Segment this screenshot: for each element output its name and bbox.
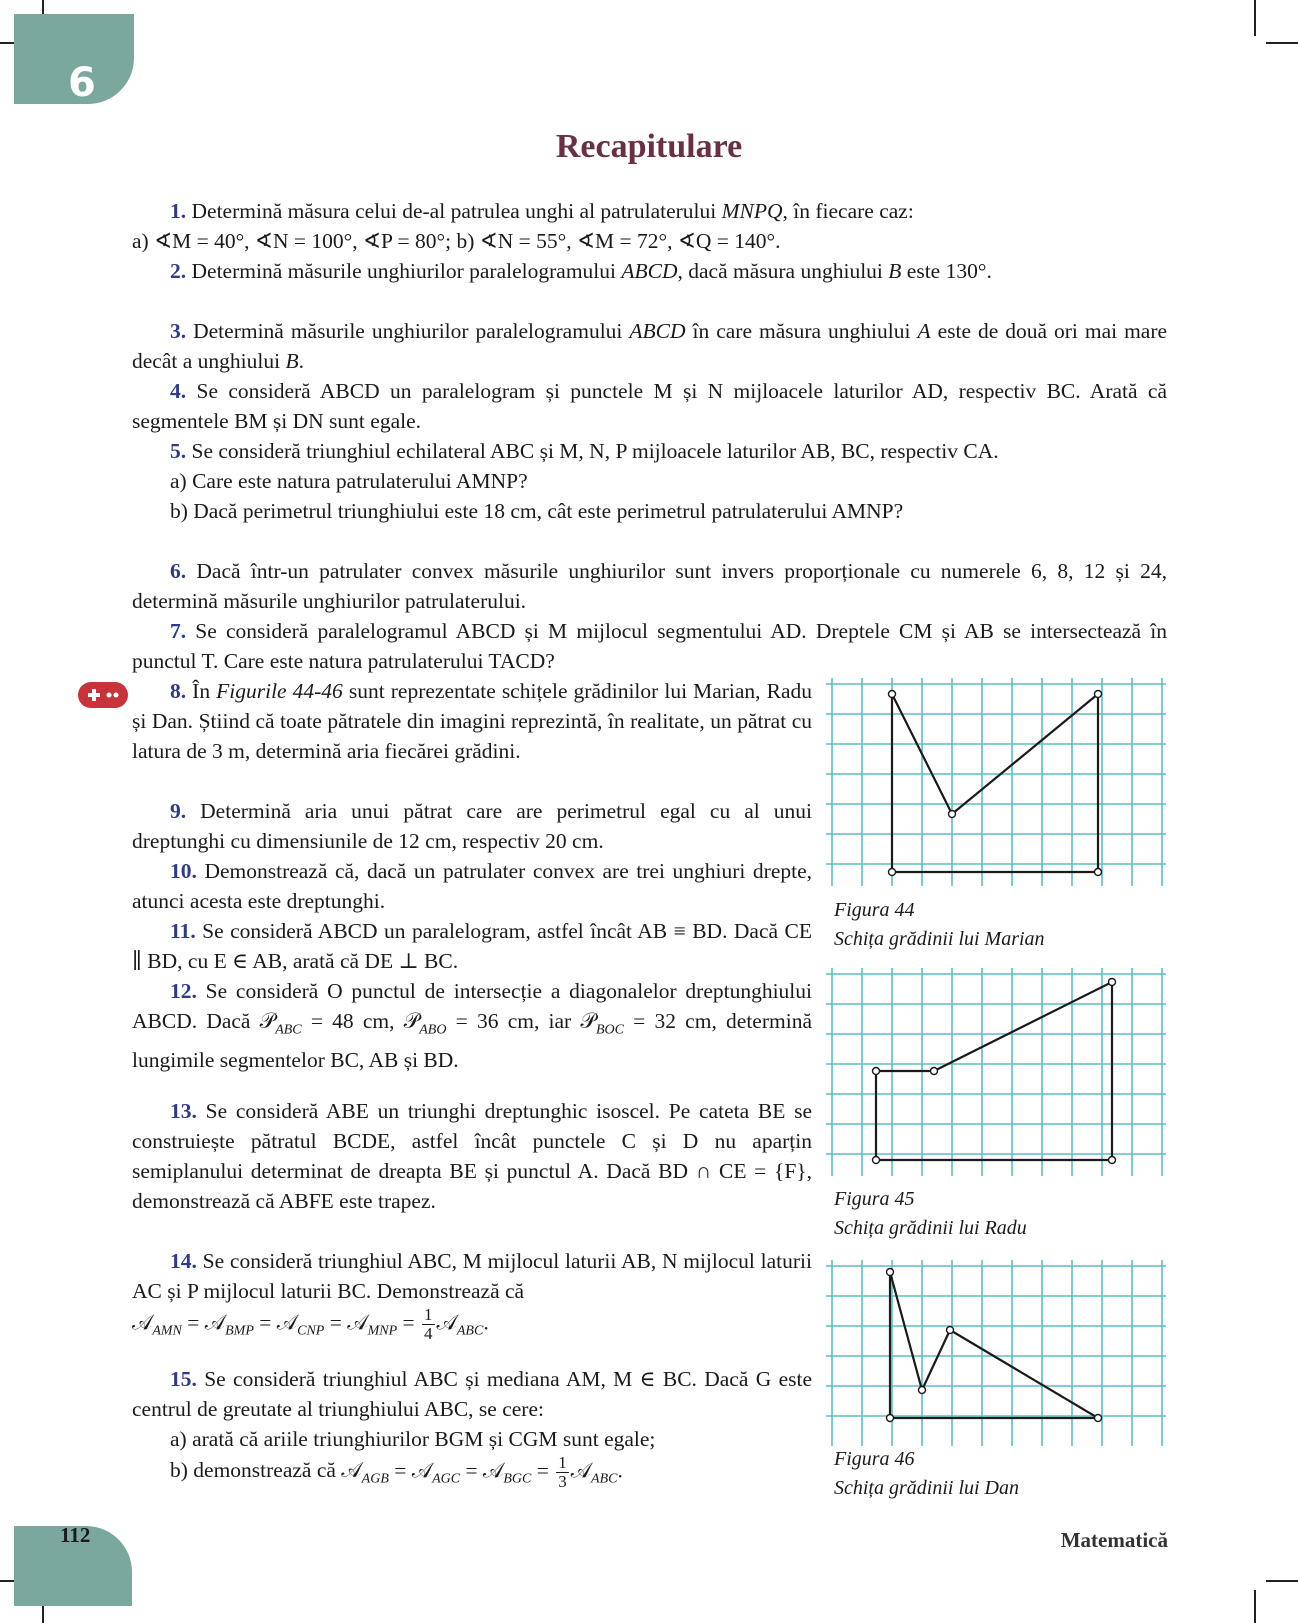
- vertex: [931, 1068, 938, 1075]
- problem-5: 5. Se consideră triunghiul echilateral ABC și M, N, P mijloacele laturilor AB, BC, respectiv CA. a) Care este natura patrulaterului AMNP? b) Dacă perimetrul triunghiului este 18 cm, cât este perimetrul patrulaterului AMNP?: [170, 439, 999, 523]
- crop-mark: [1254, 1590, 1256, 1623]
- figure-44-caption: Figura 44 Schița grădinii lui Marian: [834, 899, 1045, 950]
- vertex: [889, 691, 896, 698]
- vertex: [949, 811, 956, 818]
- problem-4: 4. Se consideră ABCD un paralelogram și punctele M și N mijloacele laturilor AD, respectiv BC. Arată că segmentele BM și DN sunt egale.: [132, 379, 1167, 433]
- problem-2: 2. Determină măsurile unghiurilor paralelogramului ABCD, dacă măsura unghiului B este 130°.: [170, 259, 992, 283]
- problem-14: 14. Se consideră triunghiul ABC, M mijlocul laturii AB, N mijlocul laturii AC și P mijlocul laturii BC. Demonstrează că 𝒜$_{AMN}$ = 𝒜$_{BMP}$ = 𝒜$_{CNP}$ = 𝒜$_{MNP}$ = $\frac{1}{4}$ 𝒜$_{ABC}$.: [132, 1249, 812, 1343]
- figure-45-diagram: [826, 968, 1166, 1176]
- vertex: [1095, 691, 1102, 698]
- vertex: [1109, 1157, 1116, 1164]
- crop-mark: [1266, 42, 1298, 44]
- problem-15: 15. Se consideră triunghiul ABC și mediana AM, M ∈ BC. Dacă G este centrul de greutate al triunghiului ABC, se cere: a) arată că ariile triunghiurilor BGM și CGM sunt egale; b) demonstrează că 𝒜$_{AGB}$ = 𝒜$_{AGC}$ = 𝒜$_{BGC}$ = $\frac{1}{3}$ 𝒜$_{ABC}$.: [132, 1367, 812, 1491]
- figure-44-diagram: [826, 678, 1166, 886]
- garden-outline: [876, 982, 1112, 1160]
- crop-mark: [1266, 1580, 1298, 1582]
- page-title: Recapitulare: [555, 128, 743, 165]
- vertex: [919, 1387, 926, 1394]
- problem-3: 3. Determină măsurile unghiurilor paralelogramului ABCD în care măsura unghiului A este de două ori mai mare decât a unghiului B.: [132, 319, 1168, 373]
- problem-13: 13. Se consideră ABE un triunghi dreptunghic isoscel. Pe cateta BE se construiește pătratul BCDE, astfel încât punctele C și D nu aparțin semiplanului determinat de dreapta BE și punctul A. Dacă BD ∩ CE = {F}, demonstrează că ABFE este trapez.: [132, 1099, 813, 1213]
- problem-11: 11. Se consideră ABCD un paralelogram, astfel încât AB ≡ BD. Dacă CE ∥ BD, cu E ∈ AB, arată că DE ⊥ BC.: [132, 919, 812, 973]
- problem-number: 1.: [170, 199, 187, 223]
- figure-45-caption: Figura 45 Schița grădinii lui Radu: [834, 1188, 1027, 1239]
- fraction: $\frac{1}{3}$: [558, 1453, 567, 1491]
- problem-12: 12. Se consideră O punctul de intersecție a diagonalelor dreptunghiului ABCD. Dacă 𝒫$_{ABC}$ = 48 cm, 𝒫$_{ABO}$ = 36 cm, iar 𝒫$_{BOC}$ = 32 cm, determină lungimile segmentelor BC, AB și BD.: [132, 979, 813, 1073]
- vertex: [1095, 1415, 1102, 1422]
- problem-7: 7. Se consideră paralelogramul ABCD și M mijlocul segmentului AD. Dreptele CM și AB se intersectează în punctul T. Care este natura patrulaterului TACD?: [132, 619, 1167, 673]
- vertex: [947, 1327, 954, 1334]
- crop-mark: [1254, 0, 1256, 36]
- figure-46-diagram: [826, 1260, 1166, 1446]
- vertex: [873, 1157, 880, 1164]
- figure-46-caption: Figura 46 Schița grădinii lui Dan: [834, 1448, 1019, 1499]
- vertex: [1109, 979, 1116, 986]
- gamepad-icon: [78, 682, 128, 708]
- page-number: 112: [60, 1523, 91, 1547]
- chapter-number: 6: [68, 60, 96, 106]
- vertex: [887, 1415, 894, 1422]
- crop-mark: [0, 1580, 14, 1582]
- problem-8: 8. În Figurile 44-46 sunt reprezentate schițele grădinilor lui Marian, Radu și Dan. Știind că toate pătratele din imagini reprezintă, în realitate, un pătrat cu latura de 3 m, determină aria fiecărei grădini.: [132, 679, 812, 763]
- vertex: [1095, 869, 1102, 876]
- subject-name: Matematică: [1060, 1528, 1168, 1552]
- vertex: [887, 1269, 894, 1276]
- fraction: $\frac{1}{4}$: [424, 1305, 433, 1343]
- grid: [826, 678, 1166, 886]
- vertex: [889, 869, 896, 876]
- vertex: [873, 1068, 880, 1075]
- garden-outline: [892, 694, 1098, 872]
- problem-10: 10. Demonstrează că, dacă un patrulater convex are trei unghiuri drepte, atunci acesta este dreptunghi.: [132, 859, 813, 913]
- problem-9: 9. Determină aria unui pătrat care are perimetrul egal cu al unui dreptunghi cu dimensiunile de 12 cm, respectiv 20 cm.: [132, 799, 812, 853]
- problem-6: 6. Dacă într-un patrulater convex măsurile unghiurilor sunt invers proporționale cu numerele 6, 8, 12 și 24, determină măsurile unghiurilor patrulaterului.: [132, 559, 1167, 613]
- problem-1: 1. Determină măsura celui de-al patrulea unghi al patrulaterului MNPQ, în fiecare caz: a) ∢M = 40°, ∢N = 100°, ∢P = 80°; b) ∢N = 55°, ∢M = 72°, ∢Q = 140°.: [132, 199, 914, 253]
